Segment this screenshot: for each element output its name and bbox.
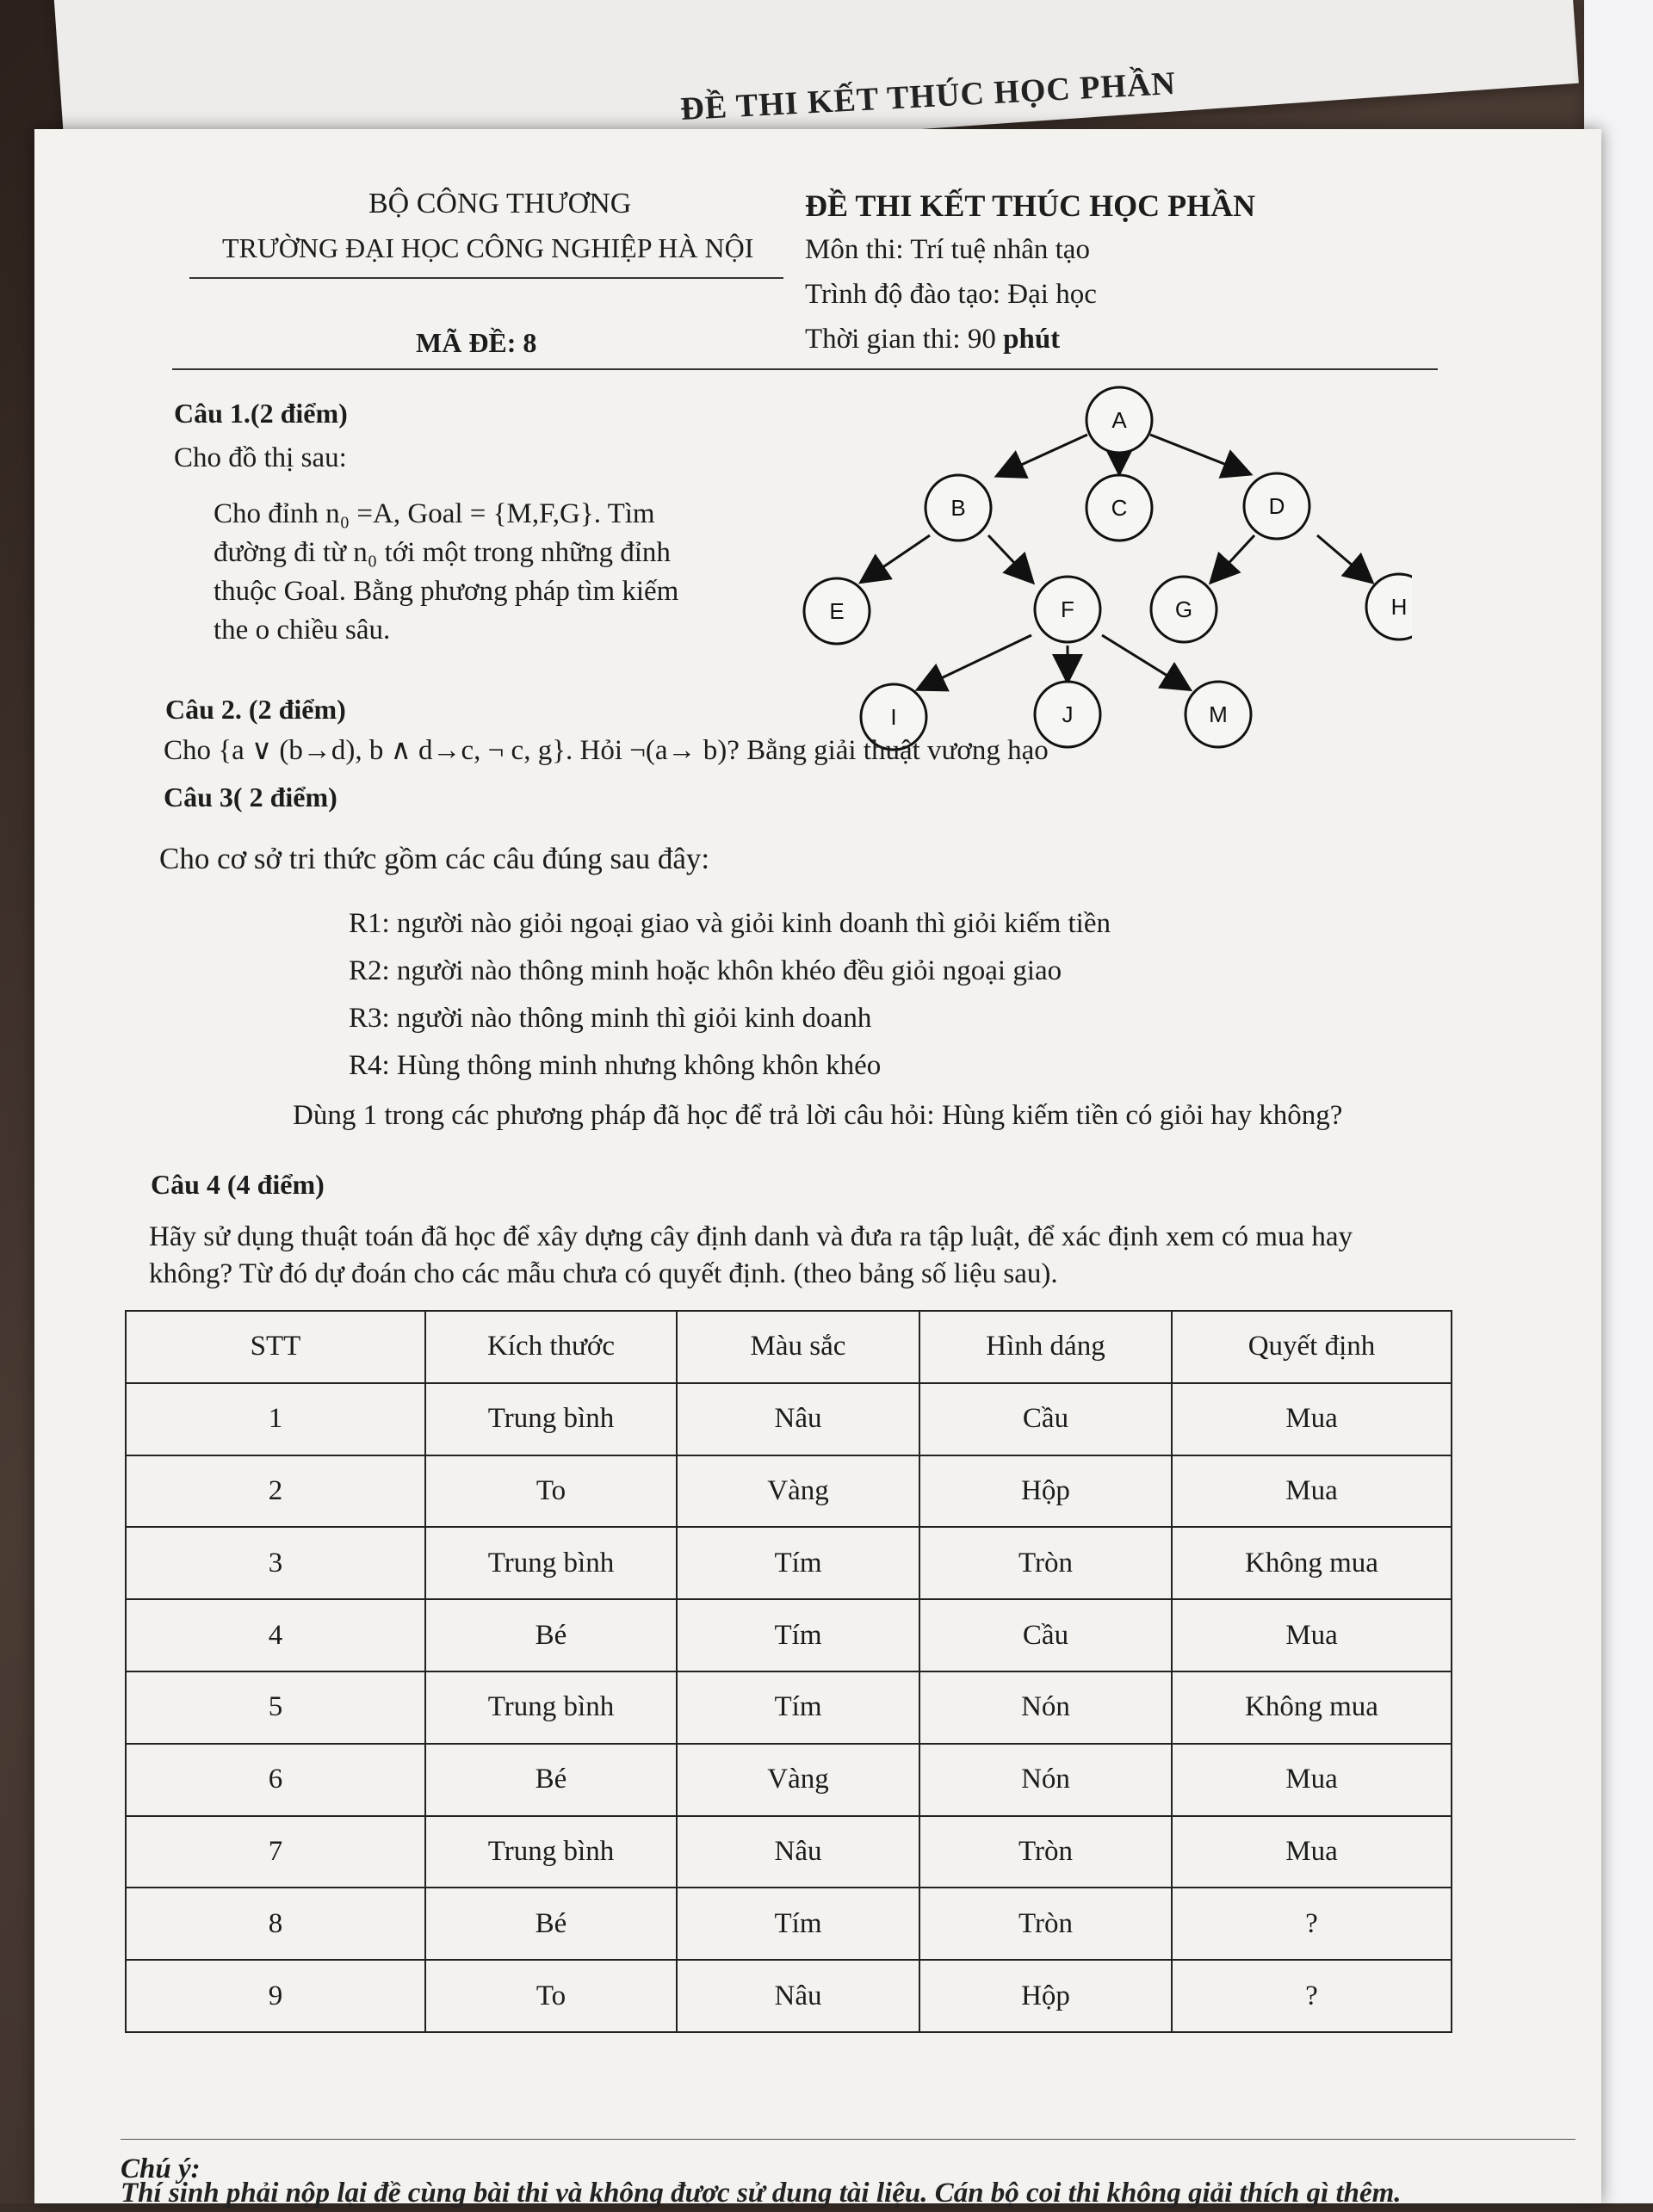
data-table [125, 1310, 1452, 2033]
cell-size: Bé [425, 1599, 677, 1671]
cell-color: Vàng [677, 1744, 919, 1816]
node-e-label: E [829, 598, 845, 624]
q1-line-1: Cho đỉnh n₀ =A, Goal = {M,F,G}. Tìm [214, 498, 655, 529]
cell-shape: Nón [919, 1671, 1172, 1744]
table-header-row [126, 1311, 1452, 1383]
q3-intro: Cho cơ sở tri thức gồm các câu đúng sau đây: [159, 842, 710, 875]
cell-size: To [425, 1455, 677, 1528]
cell-decision: Mua [1172, 1744, 1452, 1816]
q1-title: Câu 1.(2 điểm) [174, 398, 348, 429]
cell-stt: 2 [126, 1455, 425, 1528]
q4-text-line-1: Hãy sử dụng thuật toán đã học để xây dựng cây định danh và đưa ra tập luật, để xác định xem có mua hay [149, 1221, 1353, 1252]
node-j-label: J [1062, 701, 1074, 727]
header-stt: STT [126, 1311, 425, 1383]
header-decision: Quyết định [1172, 1311, 1452, 1383]
q1-line-3: thuộc Goal. Bằng phương pháp tìm kiếm [214, 576, 679, 607]
school-name: TRƯỜNG ĐẠI HỌC CÔNG NGHIỆP HÀ NỘI [222, 232, 754, 263]
edge-a-b [999, 435, 1087, 475]
table-row [126, 1671, 1452, 1744]
cell-size: Trung bình [425, 1383, 677, 1455]
table-row [126, 1455, 1452, 1528]
cell-decision: ? [1172, 1888, 1452, 1960]
cell-stt: 5 [126, 1671, 425, 1744]
cell-decision: Không mua [1172, 1671, 1452, 1744]
level-label: Trình độ đào tạo: [805, 279, 1001, 310]
cell-stt: 6 [126, 1744, 425, 1816]
q3-rule-2: R2: người nào thông minh hoặc khôn khéo đều giỏi ngoại giao [349, 955, 1062, 986]
cell-size: Trung bình [425, 1671, 677, 1744]
cell-color: Tím [677, 1599, 919, 1671]
table-row [126, 1599, 1452, 1671]
edge-d-h [1317, 535, 1371, 581]
cell-shape: Cầu [919, 1383, 1172, 1455]
node-a-label: A [1111, 407, 1127, 433]
node-g [1151, 577, 1217, 642]
back-paper-title: ĐỀ THI KẾT THÚC HỌC PHẦN [679, 65, 1177, 128]
table-row [126, 1527, 1452, 1599]
cell-stt: 1 [126, 1383, 425, 1455]
cell-shape: Hộp [919, 1455, 1172, 1528]
cell-decision: Mua [1172, 1816, 1452, 1888]
node-i-label: I [890, 704, 897, 730]
cell-shape: Tròn [919, 1816, 1172, 1888]
cell-size: Bé [425, 1744, 677, 1816]
edge-d-g [1212, 535, 1254, 581]
table-row [126, 1816, 1452, 1888]
exam-title: ĐỀ THI KẾT THÚC HỌC PHẦN [805, 188, 1256, 223]
header-rule [172, 368, 1438, 370]
cell-color: Nâu [677, 1960, 919, 2032]
node-h-label: H [1390, 594, 1408, 620]
node-d-label: D [1268, 493, 1285, 519]
cell-decision: ? [1172, 1960, 1452, 2032]
node-g-label: G [1174, 596, 1193, 622]
cell-color: Nâu [677, 1816, 919, 1888]
subject-label: Môn thi: [805, 234, 904, 265]
cell-decision: Mua [1172, 1599, 1452, 1671]
cell-shape: Cầu [919, 1599, 1172, 1671]
cell-decision: Mua [1172, 1383, 1452, 1455]
cell-decision: Không mua [1172, 1527, 1452, 1599]
exam-code: MÃ ĐỀ: 8 [416, 327, 537, 358]
edge-a-d [1150, 435, 1248, 473]
cell-stt: 8 [126, 1888, 425, 1960]
cell-color: Tím [677, 1671, 919, 1744]
header-size: Kích thước [425, 1311, 677, 1383]
node-m [1186, 682, 1251, 747]
level-value: Đại học [1007, 279, 1097, 310]
subject-value: Trí tuệ nhân tạo [910, 234, 1090, 265]
time-unit: phút [1003, 324, 1061, 355]
node-e [804, 578, 870, 644]
note-text: Thí sinh phải nộp lại đề cùng bài thi và không được sử dụng tài liệu. Cán bộ coi thi không giải thích gì thêm. [121, 2178, 1402, 2209]
header-shape: Hình dáng [919, 1311, 1172, 1383]
cell-stt: 7 [126, 1816, 425, 1888]
header-color: Màu sắc [677, 1311, 919, 1383]
cell-size: Trung bình [425, 1816, 677, 1888]
q1-intro: Cho đồ thị sau: [174, 442, 347, 473]
node-c [1087, 475, 1152, 541]
cell-shape: Tròn [919, 1888, 1172, 1960]
node-b [926, 475, 991, 541]
time-line [805, 324, 1060, 355]
footer-rule [121, 2139, 1576, 2140]
cell-size: Trung bình [425, 1527, 677, 1599]
q3-title: Câu 3( 2 điểm) [164, 782, 337, 813]
edge-b-e [863, 535, 930, 581]
cell-size: To [425, 1960, 677, 2032]
cell-size: Bé [425, 1888, 677, 1960]
cell-shape: Nón [919, 1744, 1172, 1816]
q3-question: Dùng 1 trong các phương pháp đã học để trả lời câu hỏi: Hùng kiếm tiền có giỏi hay không? [293, 1100, 1343, 1131]
cell-stt: 9 [126, 1960, 425, 2032]
q1-line-2: đường đi từ n₀ tới một trong những đỉnh [214, 537, 671, 568]
cell-stt: 3 [126, 1527, 425, 1599]
time-label: Thời gian thi: 90 [805, 324, 996, 355]
table-row [126, 1383, 1452, 1455]
q1-line-4: the o chiều sâu. [214, 615, 391, 646]
node-d [1244, 473, 1309, 539]
cell-shape: Hộp [919, 1960, 1172, 2032]
cell-color: Nâu [677, 1383, 919, 1455]
q2-title: Câu 2. (2 điểm) [165, 694, 346, 725]
node-c-label: C [1111, 495, 1128, 521]
ministry-name: BỘ CÔNG THƯƠNG [368, 188, 632, 219]
edge-f-i [919, 635, 1031, 689]
node-b-label: B [950, 495, 966, 521]
q4-title: Câu 4 (4 điểm) [151, 1169, 325, 1200]
node-a [1087, 387, 1152, 453]
subject-line [805, 234, 1090, 266]
cell-color: Tím [677, 1527, 919, 1599]
q3-rule-3: R3: người nào thông minh thì giỏi kinh doanh [349, 1003, 872, 1034]
cell-color: Tím [677, 1888, 919, 1960]
search-graph [792, 379, 1412, 757]
note-title: Chú ý: [121, 2153, 201, 2184]
node-m-label: M [1209, 701, 1228, 727]
q3-rule-4: R4: Hùng thông minh nhưng không khôn khéo [349, 1050, 882, 1081]
graph-edges [863, 435, 1371, 689]
exam-paper [34, 129, 1601, 2209]
level-line [805, 279, 1097, 311]
cell-stt: 4 [126, 1599, 425, 1671]
table-row [126, 1960, 1452, 2032]
q2-text: Cho {a ∨ (b→d), b ∧ d→c, ¬ c, g}. Hỏi ¬(a→ b)? Bằng giải thuật vương hạo [164, 735, 1049, 766]
edge-b-f [988, 535, 1031, 581]
cell-color: Vàng [677, 1455, 919, 1528]
table-row [126, 1744, 1452, 1816]
edge-f-m [1102, 635, 1188, 689]
node-f-label: F [1061, 596, 1074, 622]
q3-rule-1: R1: người nào giỏi ngoại giao và giỏi kinh doanh thì giỏi kiếm tiền [349, 908, 1111, 939]
node-f [1035, 577, 1100, 642]
school-underline [189, 277, 783, 279]
cell-decision: Mua [1172, 1455, 1452, 1528]
cell-shape: Tròn [919, 1527, 1172, 1599]
table-row [126, 1888, 1452, 1960]
node-h [1366, 574, 1412, 640]
q4-text-line-2: không? Từ đó dự đoán cho các mẫu chưa có quyết định. (theo bảng số liệu sau). [149, 1258, 1058, 1289]
